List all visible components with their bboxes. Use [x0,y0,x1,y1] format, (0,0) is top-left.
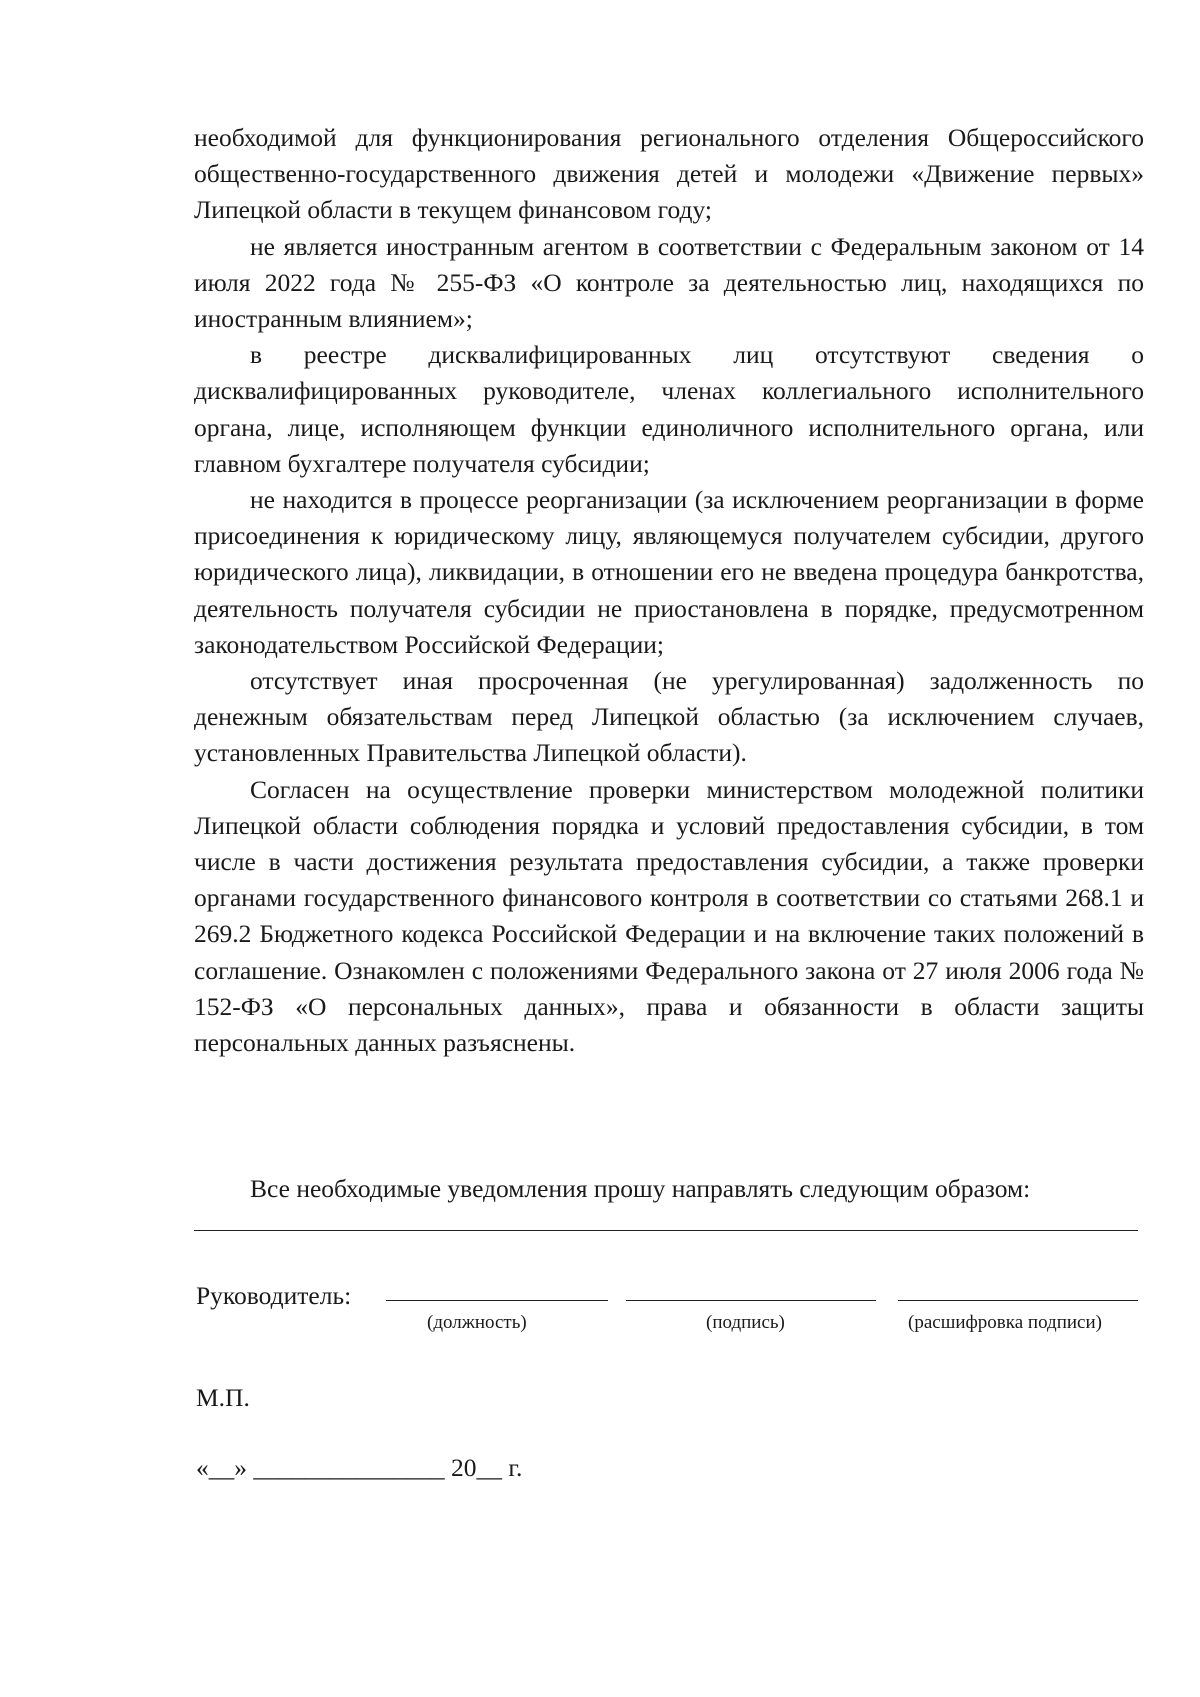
paragraph-debt: отсутствует иная просроченная (не урегулированная) задолженность по денежным обязательствам перед Липецкой областью (за исключением случаев, установленных Правительства Липецкой области). [194,666,1144,768]
signature-blank[interactable] [626,1300,876,1301]
paragraph-consent: Согласен на осуществление проверки министерством молодежной политики Липецкой области соблюдения порядка и условий предоставления субсидии, в том числе в части достижения результата предоставления субсидии, а также проверки органами государственного финансового контроля в соответствии со статьями 268.1 и 269.2 Бюджетного кодекса Российской Федерации и на включение таких положений в соглашение. Ознакомлен с положениями Федерального закона от 27 июля 2006 года № 152-ФЗ «О персональных данных», права и обязанности в области защиты персональных данных разъяснены. [194,774,1144,1058]
position-caption: (должность) [427,1312,527,1333]
signature-label: Руководитель: [196,1281,352,1310]
position-blank[interactable] [386,1300,608,1301]
paragraph-disqualified-registry: в реестре дисквалифицированных лиц отсутствуют сведения о дисквалифицированных руководителе, членах коллегиального исполнительного органа, лице, исполняющем функции единоличного исполнительного органа, или главном бухгалтере получателя субсидии; [194,340,1144,478]
document-body [194,120,1144,1061]
signature-caption: (подпись) [706,1312,785,1333]
paragraph-reorganization: не находится в процессе реорганизации (за исключением реорганизации в форме присоединения к юридическому лицу, являющемуся получателем субсидии, другого юридического лица), ликвидации, в отношении его не введена процедура банкротства, деятельность получателя субсидии не приостановлена в порядке, предусмотренном законодательством Российской Федерации; [194,485,1144,659]
decoding-caption: (расшифровка подписи) [908,1312,1102,1333]
paragraph-foreign-agent: не является иностранным агентом в соответствии с Федеральным законом от 14 июля 2022 года № 255-ФЗ «О контроле за деятельностью лиц, находящихся по иностранным влиянием»; [194,231,1144,334]
notification-fill-line[interactable] [194,1230,1138,1231]
notification-request: Все необходимые уведомления прошу направлять следующим образом: [250,1174,1031,1203]
paragraph-continuation: необходимой для функционирования регионального отделения Общероссийского общественно-государственного движения детей и молодежи «Движение первых» Липецкой области в текущем финансовом году; [194,123,1144,225]
date-line: «__» _______________ 20__ г. [196,1453,523,1482]
signature-decoding-blank[interactable] [898,1300,1138,1301]
stamp-place: М.П. [196,1383,250,1412]
